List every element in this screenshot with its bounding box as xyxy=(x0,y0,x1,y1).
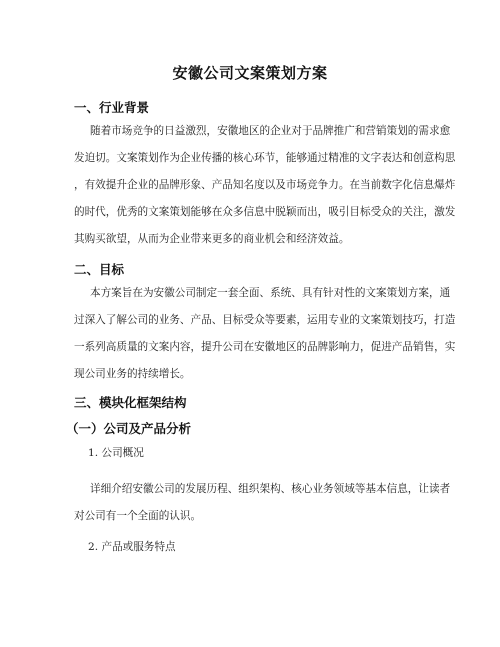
section-heading-framework: 三、模块化框架结构 xyxy=(74,395,187,410)
section-paragraph-industry-background xyxy=(74,118,456,253)
paragraph-line: 本方案旨在为安徽公司制定一套全面、系统、具有针对性的文案策划方案，通 xyxy=(90,287,451,299)
subsection-heading-company-product-analysis: （一）公司及产品分析 xyxy=(66,421,192,436)
item-paragraph-company-overview xyxy=(74,476,451,530)
paragraph-line: 发迫切。文案策划作为企业传播的核心环节，能够通过精准的文字表达和创意构思 xyxy=(74,152,456,164)
paragraph-line: ，有效提升企业的品牌形象、产品知名度以及市场竞争力。在当前数字化信息爆炸 xyxy=(74,179,456,191)
section-heading-goal: 二、目标 xyxy=(74,262,125,277)
paragraph-line: 详细介绍安徽公司的发展历程、组织架构、核心业务领域等基本信息，让读者 xyxy=(90,483,451,495)
paragraph-line: 其购买欲望，从而为企业带来更多的商业机会和经济效益。 xyxy=(74,233,350,245)
section-heading-industry-background: 一、行业背景 xyxy=(74,100,150,115)
document-title: 安徽公司文案策划方案 xyxy=(172,64,328,82)
list-item-company-overview: 1. 公司概况 xyxy=(88,447,144,459)
section-paragraph-goal xyxy=(74,280,456,388)
paragraph-line: 随着市场竞争的日益激烈，安徽地区的企业对于品牌推广和营销策划的需求愈 xyxy=(90,125,451,137)
paragraph-line: 对公司有一个全面的认识。 xyxy=(74,510,202,522)
paragraph-line: 过深入了解公司的业务、产品、目标受众等要素，运用专业的文案策划技巧，打造 xyxy=(74,314,456,326)
paragraph-line: 一系列高质量的文案内容，提升公司在安徽地区的品牌影响力，促进产品销售，实 xyxy=(74,341,456,353)
paragraph-line: 现公司业务的持续增长。 xyxy=(74,368,191,380)
list-item-product-features: 2. 产品或服务特点 xyxy=(88,541,176,553)
paragraph-line: 的时代，优秀的文案策划能够在众多信息中脱颖而出，吸引目标受众的关注，激发 xyxy=(74,206,456,218)
